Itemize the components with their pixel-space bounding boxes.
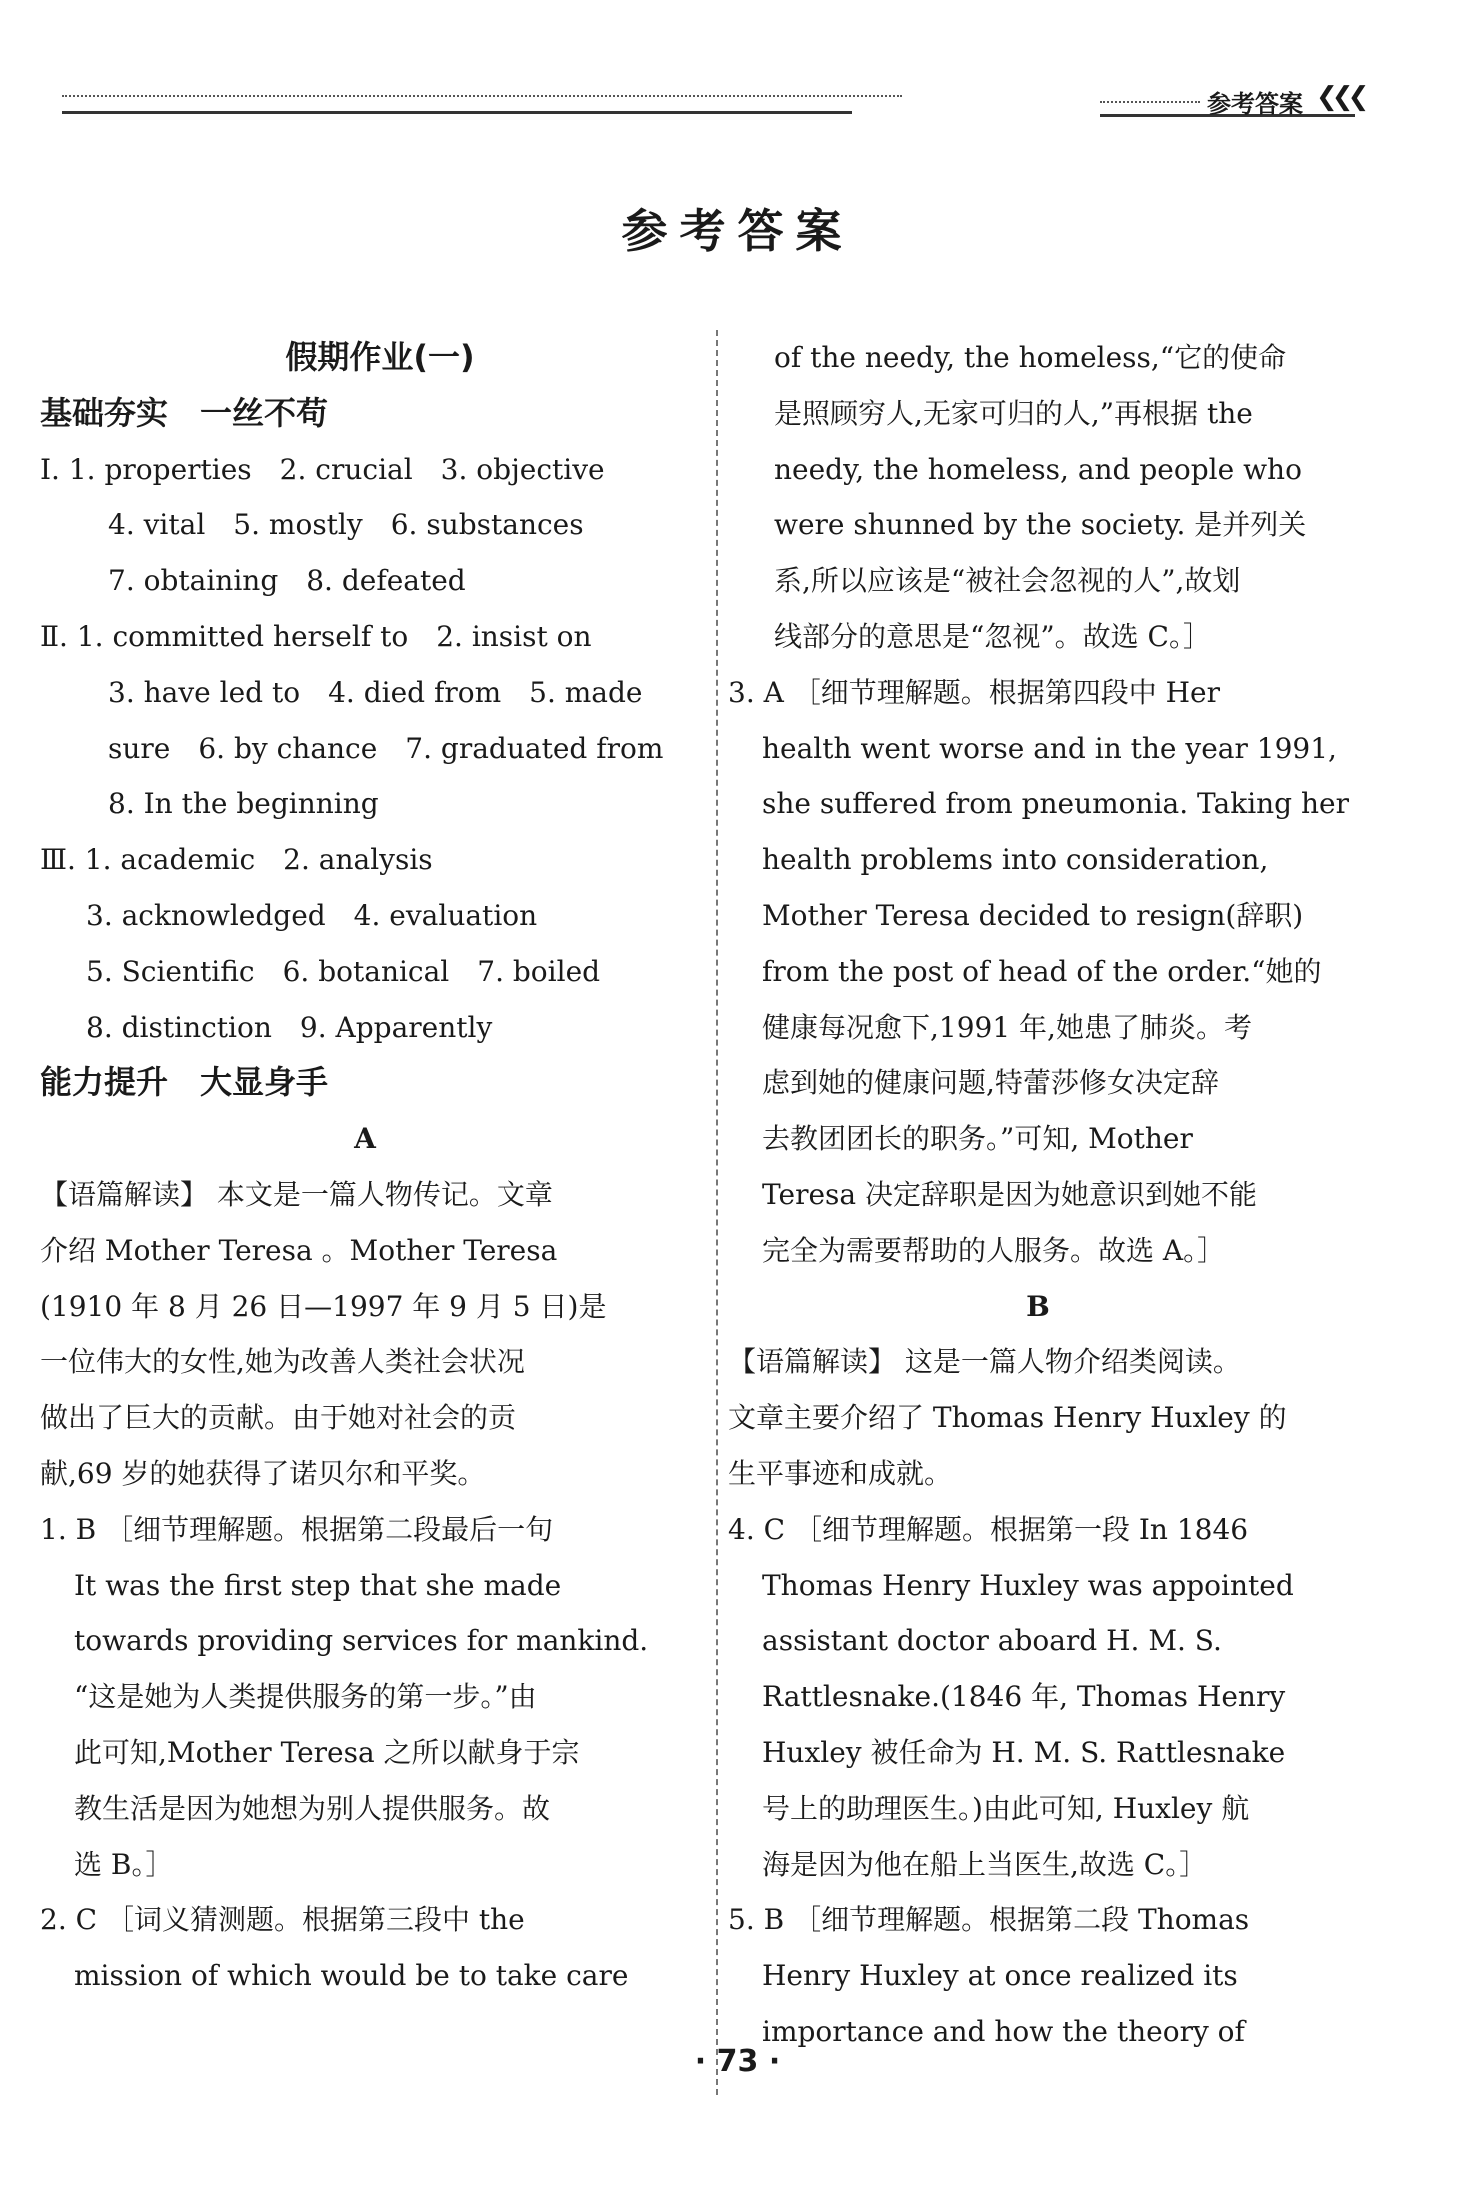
question-4-answer: 4. C ［细节理解题。根据第一段 In 1846 [728, 1512, 1249, 1546]
text-line: 去教团团长的职务。”可知, Mother [762, 1122, 1193, 1156]
text-line: 海是因为他在船上当医生,故选 C。］ [762, 1847, 1208, 1881]
text-line: Huxley 被任命为 H. M. S. Rattlesnake [762, 1735, 1286, 1769]
right-column [728, 330, 1348, 2060]
answer-line: Ⅰ. 1. properties 2. crucial 3. objective [40, 452, 605, 486]
passage-label-b: B [1026, 1289, 1050, 1323]
text-line: 一位伟大的女性,她为改善人类社会状况 [40, 1345, 525, 1379]
passage-label-a: A [354, 1122, 376, 1156]
answer-line: 4. vital 5. mostly 6. substances [108, 508, 584, 542]
answer-line: Ⅲ. 1. academic 2. analysis [40, 843, 433, 877]
text-line: 文章主要介绍了 Thomas Henry Huxley 的 [728, 1401, 1287, 1435]
text-line: 健康每况愈下,1991 年,她患了肺炎。考 [762, 1010, 1252, 1044]
text-line: 是照顾穷人,无家可归的人,”再根据 the [774, 396, 1253, 430]
text-line: Thomas Henry Huxley was appointed [762, 1568, 1294, 1602]
left-column [40, 330, 690, 2004]
text-line: towards providing services for mankind. [74, 1624, 649, 1658]
text-line: 介绍 Mother Teresa 。Mother Teresa [40, 1233, 558, 1267]
text-line: health problems into consideration, [762, 843, 1269, 877]
text-line: Rattlesnake.(1846 年, Thomas Henry [762, 1680, 1286, 1714]
text-line: Teresa 决定辞职是因为她意识到她不能 [762, 1177, 1257, 1211]
question-3-answer: 3. A ［细节理解题。根据第四段中 Her [728, 675, 1221, 709]
text-line: 虑到她的健康问题,特蕾莎修女决定辞 [762, 1066, 1219, 1100]
answer-line: 8. In the beginning [108, 787, 379, 821]
answer-line: 8. distinction 9. Apparently [86, 1010, 493, 1044]
answer-line: 3. have led to 4. died from 5. made [108, 675, 643, 709]
text-line: were shunned by the society. 是并列关 [774, 508, 1307, 542]
header-label: 参考答案 [1207, 90, 1303, 118]
section-heading-ability: 能力提升 大显身手 [40, 1063, 329, 1102]
question-5-answer: 5. B ［细节理解题。根据第二段 Thomas [728, 1903, 1250, 1937]
text-line: 线部分的意思是“忽视”。故选 C。］ [774, 619, 1211, 653]
page-title: 参考答案 [621, 204, 854, 258]
assignment-title: 假期作业(一) [285, 338, 475, 376]
text-line: Mother Teresa decided to resign(辞职) [762, 898, 1304, 932]
passage-reading-a: 【语篇解读】 本文是一篇人物传记。文章 [40, 1177, 553, 1211]
answer-line: 5. Scientific 6. botanical 7. boiled [86, 954, 601, 988]
text-line: 献,69 岁的她获得了诺贝尔和平奖。 [40, 1456, 486, 1490]
question-2-answer: 2. C ［词义猜测题。根据第三段中 the [40, 1903, 525, 1937]
text-line: 生平事迹和成就。 [728, 1456, 953, 1490]
text-line: 做出了巨大的贡献。由于她对社会的贡 [40, 1401, 517, 1435]
text-line: she suffered from pneumonia. Taking her [762, 787, 1349, 821]
text-line: 选 B。］ [74, 1847, 174, 1881]
header-dotted-rule-left [62, 95, 902, 97]
passage-reading-b: 【语篇解读】 这是一篇人物介绍类阅读。 [728, 1345, 1241, 1379]
text-line: “这是她为人类提供服务的第一步。”由 [74, 1680, 537, 1714]
page-number: · 73 · [694, 2044, 781, 2079]
text-line: of the needy, the homeless,“它的使命 [774, 341, 1287, 374]
text-line: 完全为需要帮助的人服务。故选 A。］ [762, 1233, 1226, 1267]
text-line: mission of which would be to take care [74, 1959, 629, 1993]
header-dotted-rule-right [1100, 101, 1200, 103]
text-line: needy, the homeless, and people who [774, 452, 1302, 486]
answer-line: sure 6. by chance 7. graduated from [108, 731, 664, 765]
column-divider [716, 330, 718, 2095]
text-line: It was the first step that she made [74, 1568, 562, 1602]
header-solid-rule-left [62, 111, 852, 114]
answer-line: Ⅱ. 1. committed herself to 2. insist on [40, 619, 592, 653]
text-line: 教生活是因为她想为别人提供服务。故 [74, 1791, 551, 1825]
text-line: Henry Huxley at once realized its [762, 1959, 1238, 1993]
section-heading-basics: 基础夯实 一丝不苟 [40, 393, 329, 432]
text-line: (1910 年 8 月 26 日—1997 年 9 月 5 日)是 [40, 1289, 607, 1323]
text-line: assistant doctor aboard H. M. S. [762, 1624, 1222, 1658]
text-line: 号上的助理医生。)由此可知, Huxley 航 [762, 1791, 1250, 1825]
text-line: 此可知,Mother Teresa 之所以献身于宗 [74, 1735, 580, 1769]
text-line: importance and how the theory of [762, 2014, 1245, 2048]
header-arrows-icon: ❮❮❮ [1316, 82, 1364, 112]
text-line: from the post of head of the order.“她的 [762, 954, 1322, 988]
text-line: 系,所以应该是“被社会忽视的人”,故划 [774, 564, 1241, 598]
answer-line: 7. obtaining 8. defeated [108, 564, 466, 598]
question-1-answer: 1. B ［细节理解题。根据第二段最后一句 [40, 1512, 554, 1546]
text-line: health went worse and in the year 1991, [762, 731, 1337, 765]
answer-line: 3. acknowledged 4. evaluation [86, 898, 538, 932]
